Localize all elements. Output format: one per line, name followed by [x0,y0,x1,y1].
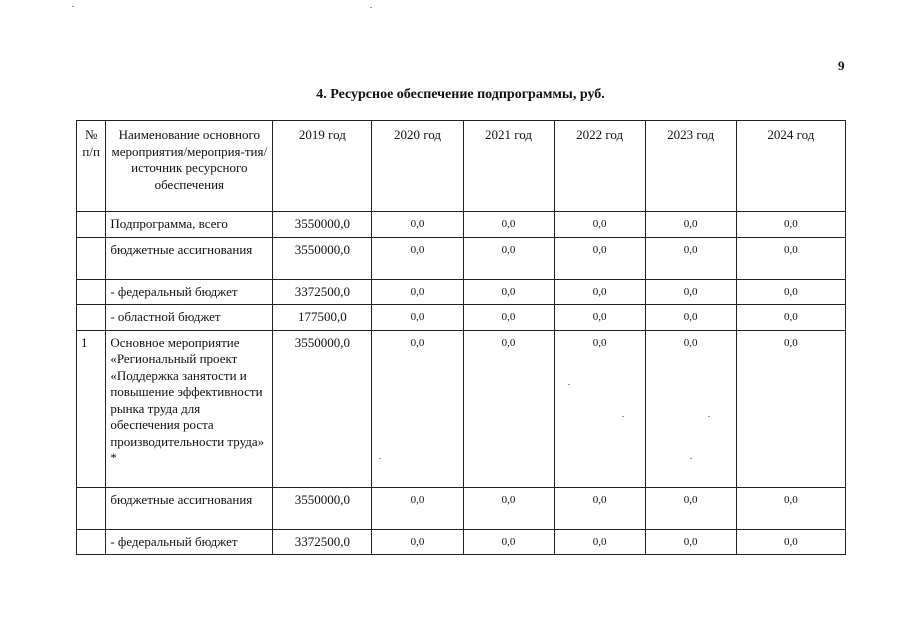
value-2023: 0,0 [645,487,736,529]
table-header-row [77,121,846,212]
value-2022: 0,0 [554,212,645,238]
value-2019: 3550000,0 [273,212,372,238]
value-2023: 0,0 [645,305,736,331]
value-2021: 0,0 [463,279,554,305]
document-title: 4. Ресурсное обеспечение подпрограммы, руб. [316,87,605,102]
header-year-2019: 2019 год [273,121,372,212]
value-2021: 0,0 [463,212,554,238]
table-row [77,487,846,529]
row-num [77,237,106,279]
header-year-2022: 2022 год [554,121,645,212]
value-2021: 0,0 [463,487,554,529]
value-2022: 0,0 [554,237,645,279]
header-year-2020: 2020 год [372,121,463,212]
value-2020: 0,0 [372,279,463,305]
table-row [77,330,846,487]
value-2019: 3372500,0 [273,279,372,305]
value-2022: 0,0 [554,330,645,487]
scan-speck [370,7,372,8]
value-2022: 0,0 [554,529,645,555]
table-row [77,212,846,238]
row-num [77,279,106,305]
table-row [77,529,846,555]
value-2020: 0,0 [372,330,463,487]
value-2024: 0,0 [736,237,845,279]
value-2020: 0,0 [372,305,463,331]
scan-speck [690,458,692,459]
value-2019: 3372500,0 [273,529,372,555]
row-name: Подпрограмма, всего [106,212,273,238]
row-num: 1 [77,330,106,487]
value-2024: 0,0 [736,212,845,238]
value-2021: 0,0 [463,330,554,487]
value-2021: 0,0 [463,529,554,555]
scan-speck [72,6,74,7]
value-2019: 177500,0 [273,305,372,331]
value-2023: 0,0 [645,212,736,238]
value-2020: 0,0 [372,529,463,555]
value-2022: 0,0 [554,279,645,305]
page-number: 9 [838,58,845,73]
value-2023: 0,0 [645,330,736,487]
value-2020: 0,0 [372,237,463,279]
value-2019: 3550000,0 [273,237,372,279]
value-2024: 0,0 [736,305,845,331]
header-year-2024: 2024 год [736,121,845,212]
row-num [77,487,106,529]
row-name: бюджетные ассигнования [106,487,273,529]
value-2024: 0,0 [736,279,845,305]
value-2021: 0,0 [463,305,554,331]
row-name: Основное мероприятие «Региональный проект «Поддержка занятости и повышение эффективности рынка труда для обеспечения роста производительности труда» * [106,330,273,487]
header-num: № п/п [77,121,106,212]
scan-speck [568,384,570,385]
value-2020: 0,0 [372,212,463,238]
value-2019: 3550000,0 [273,330,372,487]
row-name: - федеральный бюджет [106,279,273,305]
value-2023: 0,0 [645,529,736,555]
row-name: бюджетные ассигнования [106,237,273,279]
value-2024: 0,0 [736,529,845,555]
value-2024: 0,0 [736,330,845,487]
value-2020: 0,0 [372,487,463,529]
resource-table [76,120,846,555]
row-num [77,529,106,555]
row-num [77,305,106,331]
scan-speck [622,416,624,417]
value-2022: 0,0 [554,487,645,529]
value-2022: 0,0 [554,305,645,331]
value-2019: 3550000,0 [273,487,372,529]
value-2023: 0,0 [645,279,736,305]
scan-speck [708,416,710,417]
value-2024: 0,0 [736,487,845,529]
row-name: - федеральный бюджет [106,529,273,555]
header-name: Наименование основного мероприятия/мероприя-тия/источник ресурсного обеспечения [106,121,273,212]
header-year-2023: 2023 год [645,121,736,212]
row-num [77,212,106,238]
header-year-2021: 2021 год [463,121,554,212]
table-row [77,305,846,331]
table-row [77,279,846,305]
value-2023: 0,0 [645,237,736,279]
value-2021: 0,0 [463,237,554,279]
table-row [77,237,846,279]
row-name: - областной бюджет [106,305,273,331]
scan-speck [379,458,381,459]
